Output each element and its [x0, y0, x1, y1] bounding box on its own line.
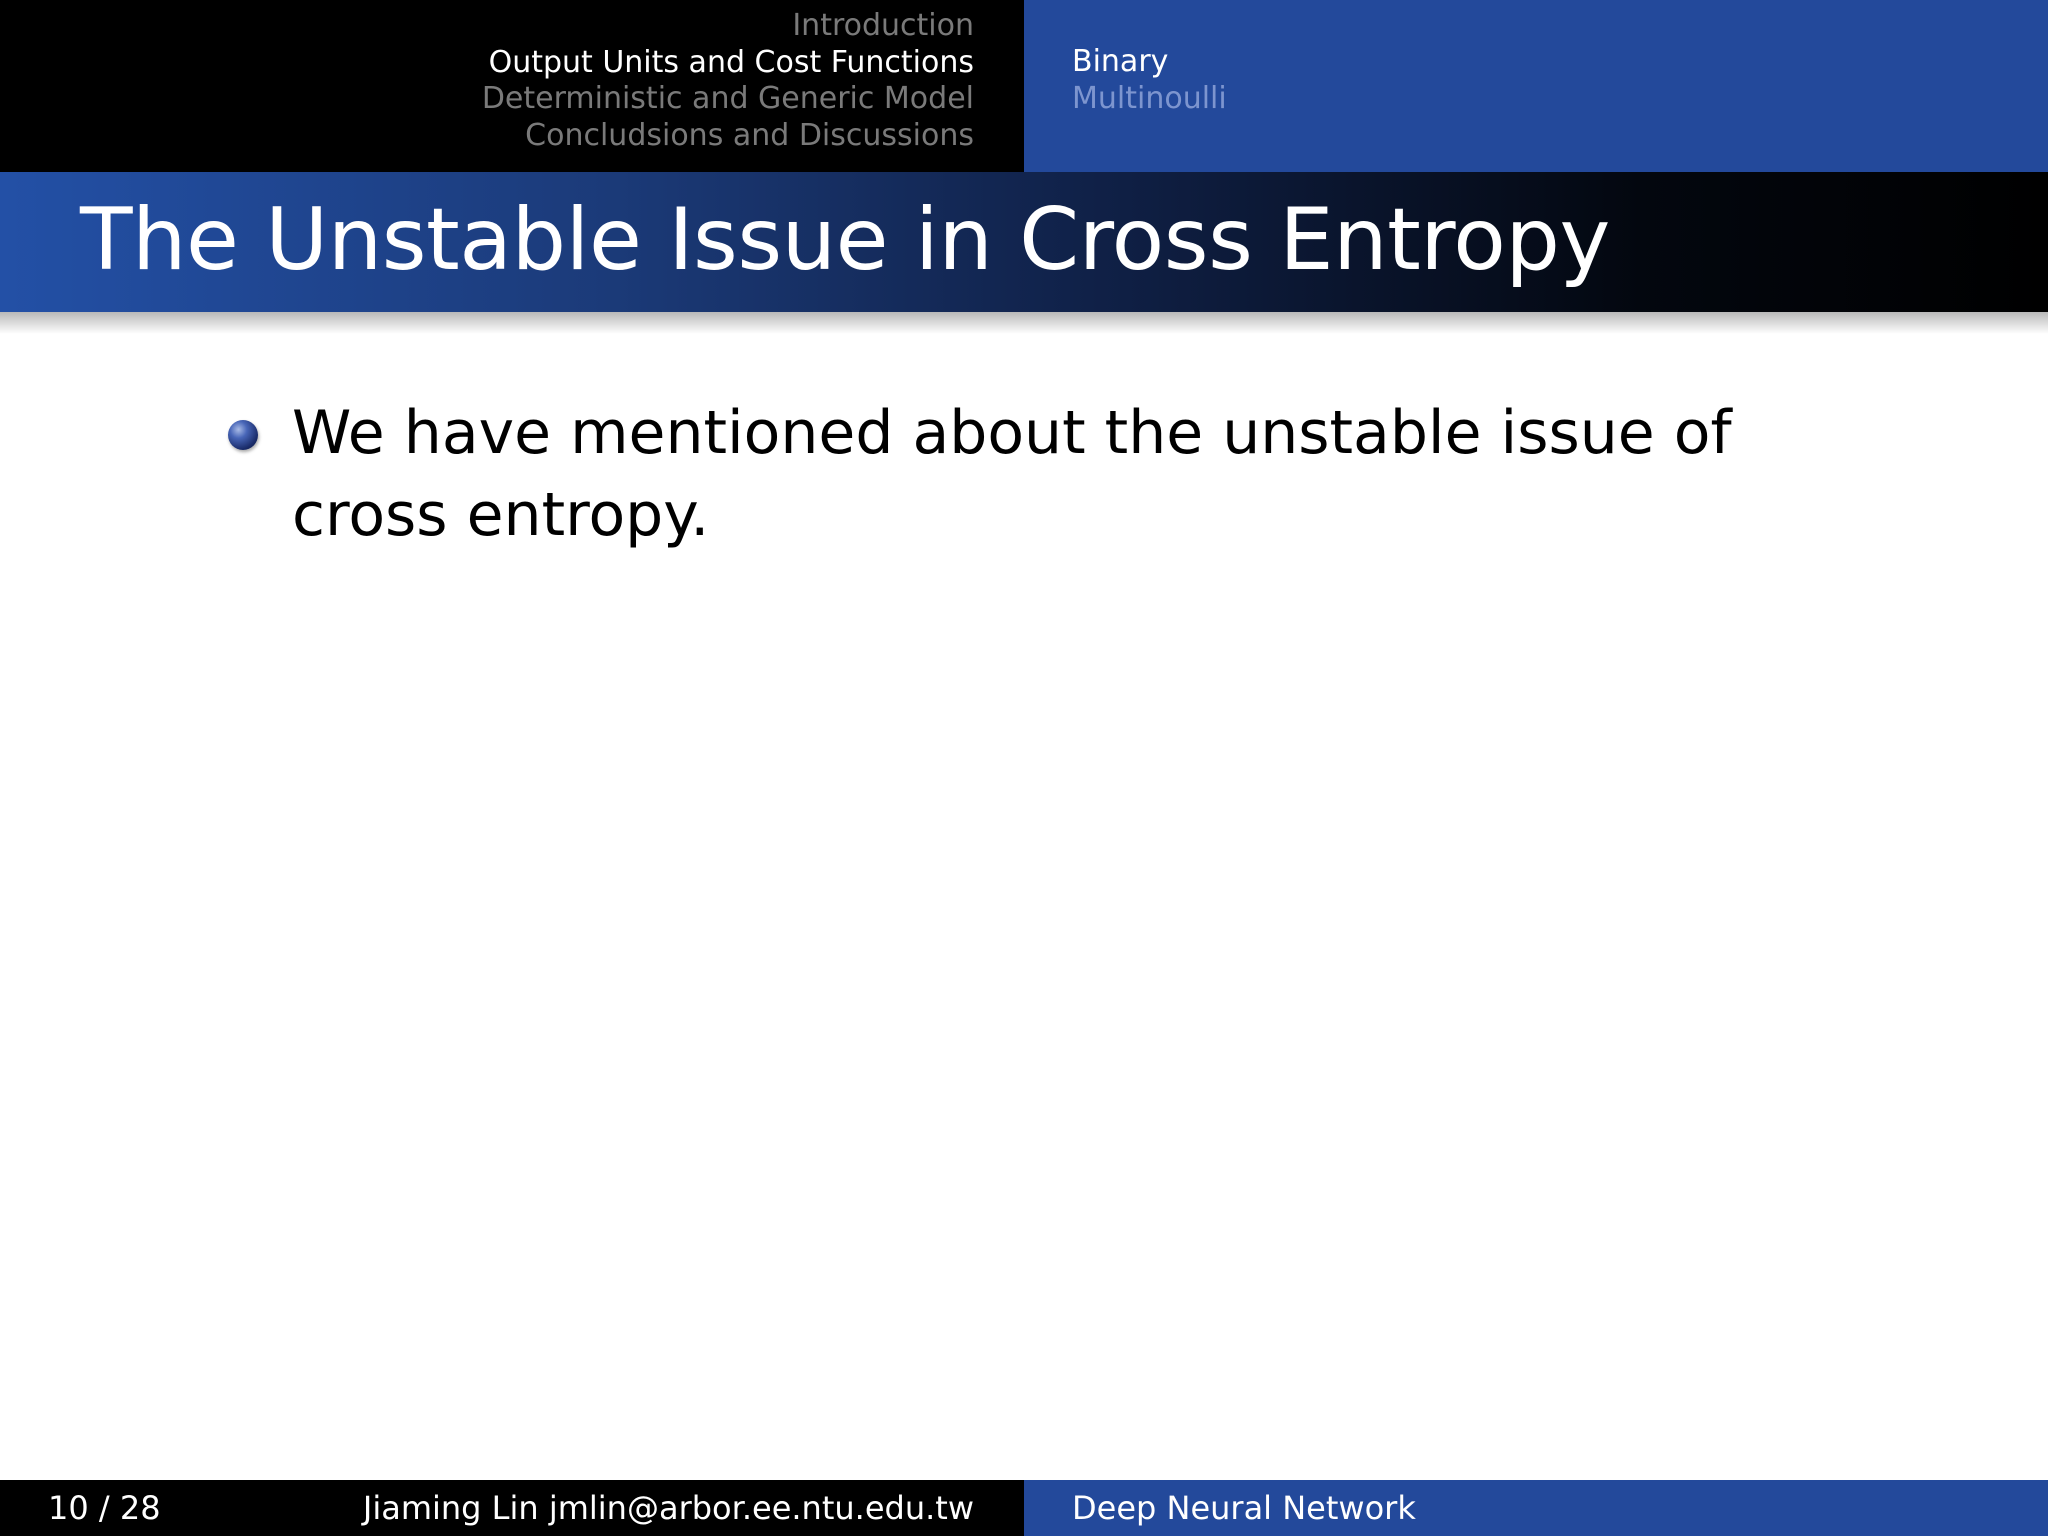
nav-subsection-multinoulli[interactable]: Multinoulli — [1072, 80, 1227, 116]
nav-section-deterministic-model[interactable]: Deterministic and Generic Model — [481, 81, 974, 116]
subsection-list — [1072, 44, 1227, 117]
frame-title: The Unstable Issue in Cross Entropy — [80, 190, 1610, 290]
bullet-ball-icon — [228, 420, 258, 450]
nav-subsection-binary[interactable]: Binary — [1072, 44, 1169, 79]
bullet-text: We have mentioned about the unstable issue of cross entropy. — [292, 398, 1732, 550]
page-number: 10 / 28 — [48, 1489, 161, 1527]
presentation-title: Deep Neural Network — [1072, 1489, 1416, 1527]
nav-section-conclusions[interactable]: Concludsions and Discussions — [525, 117, 974, 153]
author-info: Jiaming Lin jmlin@arbor.ee.ntu.edu.tw — [362, 1489, 974, 1527]
section-list — [482, 8, 974, 154]
slide-content — [226, 392, 1786, 556]
footer-right — [1024, 1480, 2048, 1536]
subsection-navigation — [1024, 0, 2048, 172]
frame-title-bar — [0, 172, 2048, 312]
section-navigation — [0, 0, 1024, 172]
footer-left — [0, 1480, 1024, 1536]
nav-section-introduction[interactable]: Introduction — [792, 8, 974, 43]
bullet-item — [226, 392, 1786, 556]
title-shadow — [0, 312, 2048, 334]
nav-section-output-units[interactable]: Output Units and Cost Functions — [488, 44, 974, 80]
